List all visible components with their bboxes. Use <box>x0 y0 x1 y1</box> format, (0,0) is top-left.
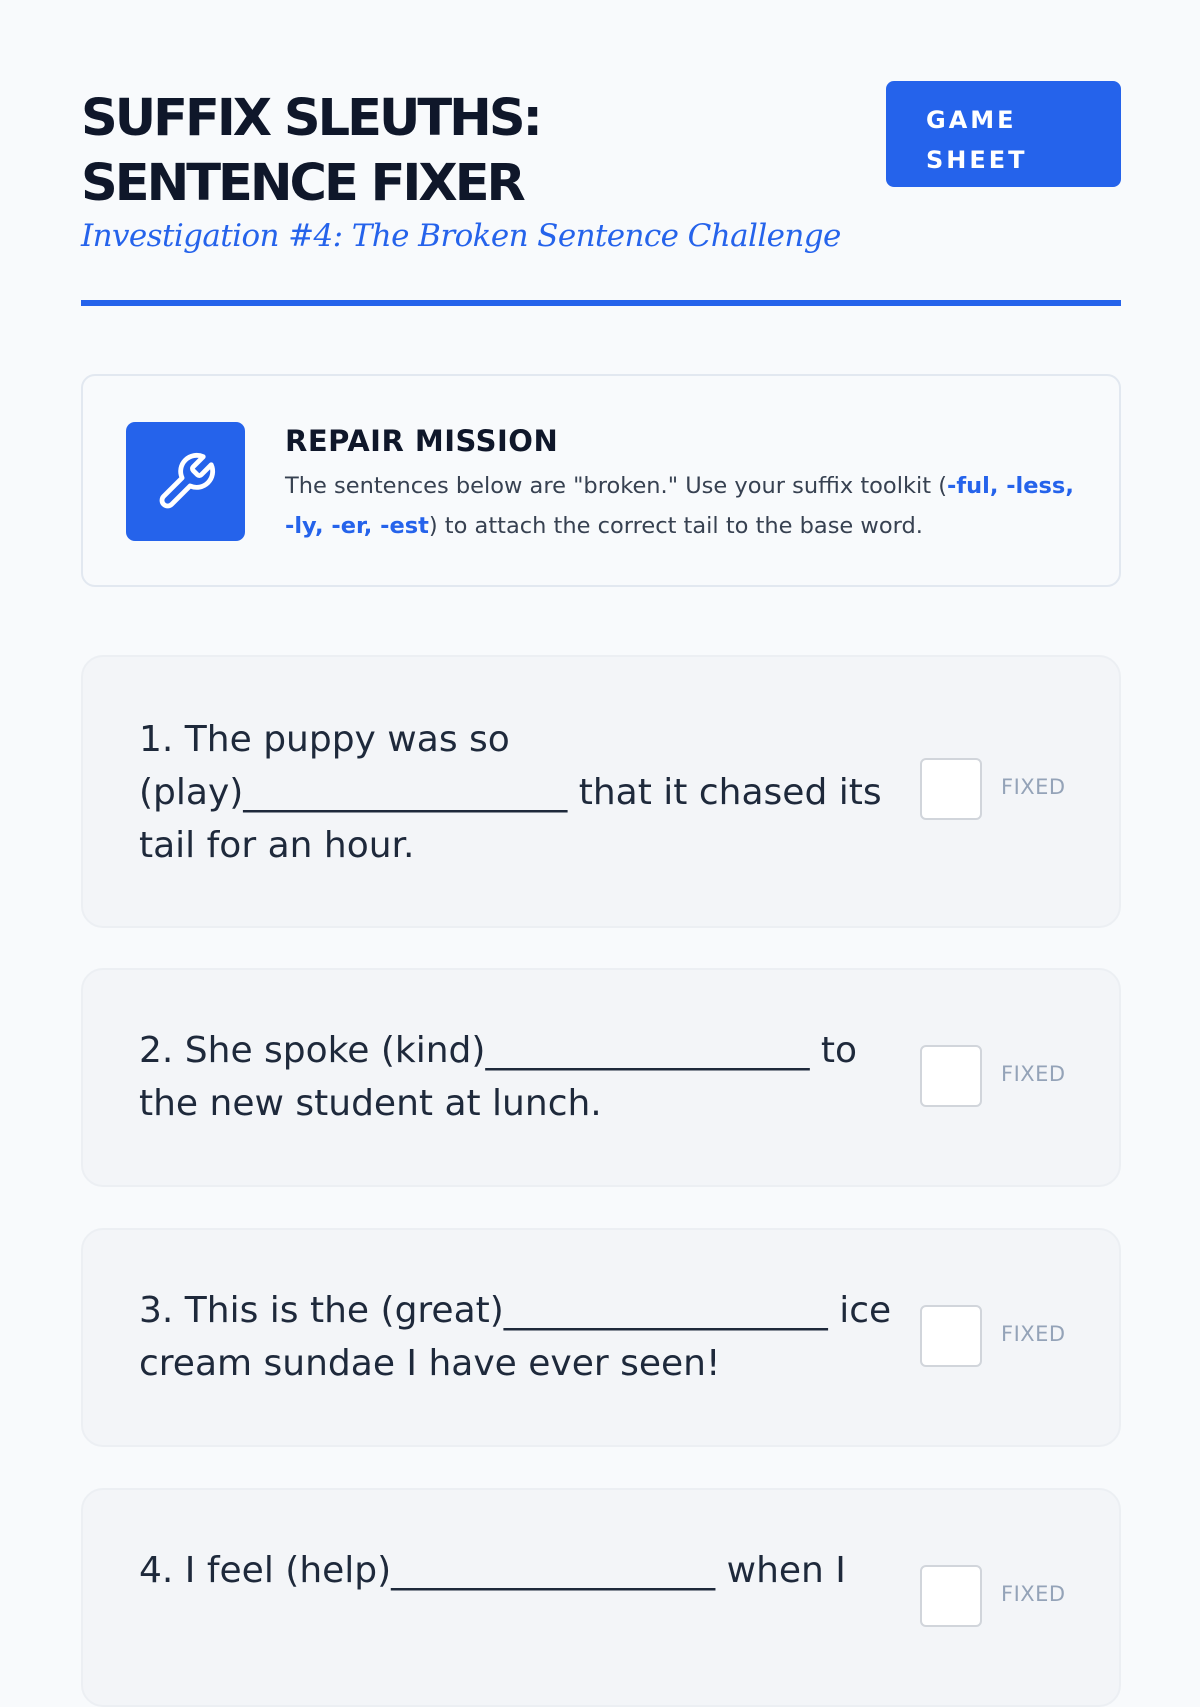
sentence-text-1 <box>139 713 913 872</box>
sentence-4-line-1: 4. I feel (help)__________________ when I <box>139 1550 846 1591</box>
sentence-3-line-2: cream sundae I have ever seen! <box>139 1343 721 1384</box>
sentence-card-1 <box>81 655 1121 928</box>
wrench-icon <box>126 422 245 541</box>
fixed-label-2: FIXED <box>1001 1062 1066 1086</box>
suffix-list: -ful, -less, -ly, -er, -est <box>285 473 1074 539</box>
fixed-checkbox-4[interactable] <box>920 1565 982 1627</box>
title-line-2: SENTENCE FIXER <box>81 154 523 213</box>
game-sheet-button[interactable] <box>886 81 1121 187</box>
sentence-1-line-1: 1. The puppy was so <box>139 719 510 760</box>
title-line-1: SUFFIX SLEUTHS: <box>81 89 540 148</box>
mission-text-before: The sentences below are "broken." Use your suffix toolkit ( <box>285 473 947 499</box>
game-sheet-button-line-1: GAME <box>926 106 1017 134</box>
sentence-card-2 <box>81 968 1121 1187</box>
fixed-label-1: FIXED <box>1001 775 1066 799</box>
sentence-text-2 <box>139 1024 913 1130</box>
page-subtitle: Investigation #4: The Broken Sentence Challenge <box>81 218 841 254</box>
mission-heading: REPAIR MISSION <box>285 424 559 458</box>
worksheet-header <box>81 0 1121 306</box>
mission-instructions <box>285 466 1075 546</box>
mission-text-after: ) to attach the correct tail to the base word. <box>428 513 923 539</box>
sentence-card-4 <box>81 1488 1121 1707</box>
sentence-2-line-2: the new student at lunch. <box>139 1083 602 1124</box>
sentence-1-line-3: tail for an hour. <box>139 825 415 866</box>
worksheet-page <box>81 0 1121 1606</box>
fixed-checkbox-3[interactable] <box>920 1305 982 1367</box>
fixed-checkbox-2[interactable] <box>920 1045 982 1107</box>
fixed-label-4: FIXED <box>1001 1582 1066 1606</box>
fixed-label-3: FIXED <box>1001 1322 1066 1346</box>
sentence-2-line-1: 2. She spoke (kind)__________________ to <box>139 1030 858 1071</box>
sentence-1-line-2: (play)__________________ that it chased its <box>139 772 882 813</box>
fixed-checkbox-1[interactable] <box>920 758 982 820</box>
sentence-card-3 <box>81 1228 1121 1447</box>
header-divider <box>81 300 1121 306</box>
repair-mission-box <box>81 374 1121 587</box>
game-sheet-button-line-2: SHEET <box>926 146 1028 174</box>
sentence-3-line-1: 3. This is the (great)__________________ ice <box>139 1290 892 1331</box>
sentence-text-3 <box>139 1284 913 1390</box>
page-title <box>81 86 841 216</box>
sentence-text-4 <box>139 1544 913 1597</box>
